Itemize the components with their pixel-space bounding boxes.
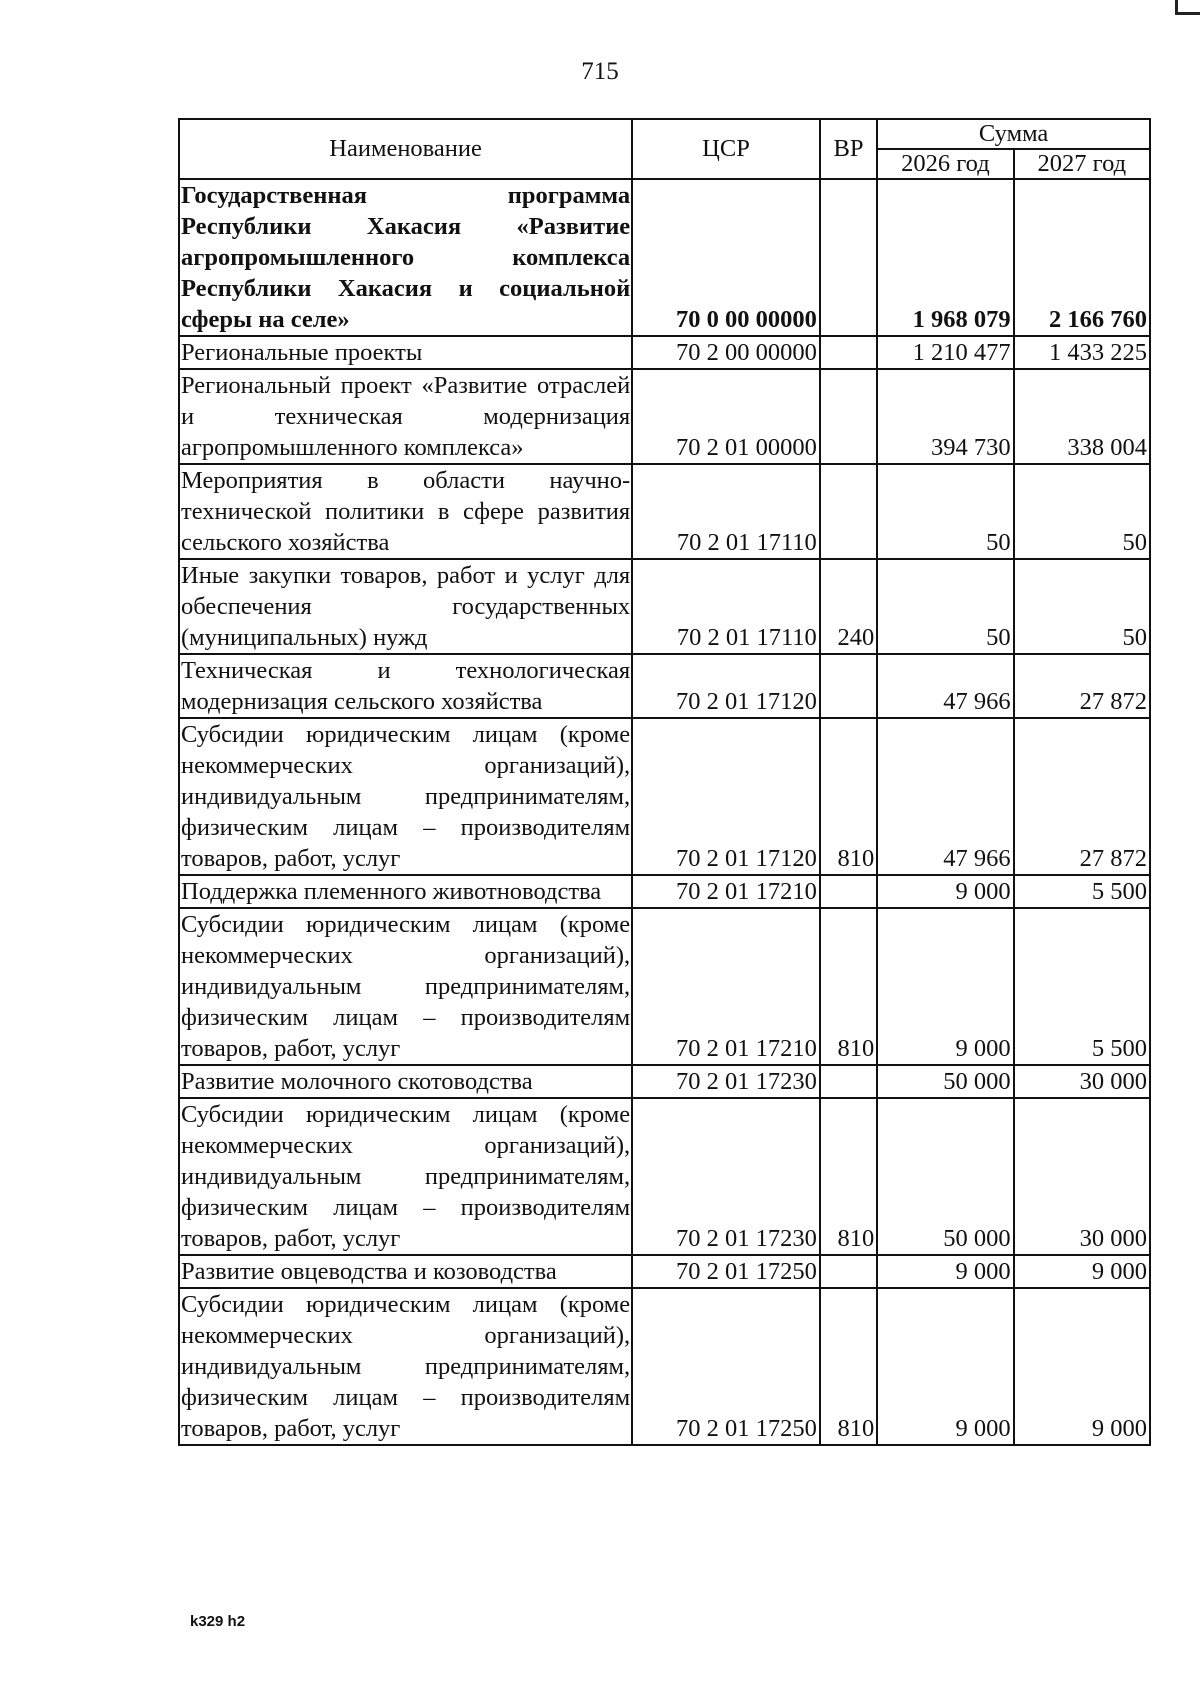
row-amount-2026: 50 [877,559,1013,654]
row-name: Мероприятия в области научно-технической политики в сфере развития сельского хозяйства [179,464,632,559]
header-year-2026: 2026 год [877,149,1013,179]
row-amount-2027: 9 000 [1014,1255,1150,1288]
table-row [179,559,1150,654]
page-number: 715 [581,58,619,85]
row-vr: 810 [820,718,877,875]
row-amount-2026: 50 [877,464,1013,559]
row-amount-2027: 50 [1014,559,1150,654]
row-name: Развитие овцеводства и козоводства [179,1255,632,1288]
row-amount-2026: 47 966 [877,718,1013,875]
row-csr: 70 2 01 17210 [632,908,820,1065]
row-vr [820,1255,877,1288]
row-vr: 240 [820,559,877,654]
row-csr: 70 2 01 17210 [632,875,820,908]
row-name: Субсидии юридическим лицам (кроме некоммерческих организаций), индивидуальным предпринимателям, физическим лицам – производителям товаров, работ, услуг [179,718,632,875]
row-amount-2027: 30 000 [1014,1065,1150,1098]
row-name: Поддержка племенного животноводства [179,875,632,908]
row-csr: 70 2 01 17250 [632,1288,820,1445]
row-vr [820,464,877,559]
row-amount-2026: 394 730 [877,369,1013,464]
table-body [179,179,1150,1445]
row-csr: 70 2 00 00000 [632,336,820,369]
row-amount-2027: 27 872 [1014,654,1150,718]
row-vr [820,179,877,336]
table-row [179,369,1150,464]
row-vr: 810 [820,1098,877,1255]
table-header [179,119,1150,179]
table-row [179,1098,1150,1255]
row-csr: 70 2 01 17110 [632,464,820,559]
row-amount-2026: 1 210 477 [877,336,1013,369]
row-csr: 70 2 01 00000 [632,369,820,464]
row-name: Субсидии юридическим лицам (кроме некоммерческих организаций), индивидуальным предпринимателям, физическим лицам – производителям товаров, работ, услуг [179,908,632,1065]
row-amount-2027: 1 433 225 [1014,336,1150,369]
row-amount-2026: 9 000 [877,908,1013,1065]
row-name: Техническая и технологическая модернизация сельского хозяйства [179,654,632,718]
table-row [179,1255,1150,1288]
row-name: Развитие молочного скотоводства [179,1065,632,1098]
row-amount-2027: 338 004 [1014,369,1150,464]
row-csr: 70 2 01 17250 [632,1255,820,1288]
table-row [179,1065,1150,1098]
row-name: Субсидии юридическим лицам (кроме некоммерческих организаций), индивидуальным предпринимателям, физическим лицам – производителям товаров, работ, услуг [179,1288,632,1445]
scan-edge-mark [1175,0,1200,15]
row-amount-2026: 9 000 [877,1288,1013,1445]
row-amount-2026: 50 000 [877,1098,1013,1255]
row-name: Иные закупки товаров, работ и услуг для обеспечения государственных (муниципальных) нужд [179,559,632,654]
row-name: Субсидии юридическим лицам (кроме некоммерческих организаций), индивидуальным предпринимателям, физическим лицам – производителям товаров, работ, услуг [179,1098,632,1255]
table-row [179,1288,1150,1445]
row-name: Государственная программа Республики Хакасия «Развитие агропромышленного комплекса Республики Хакасия и социальной сферы на селе» [179,179,632,336]
row-csr: 70 2 01 17110 [632,559,820,654]
header-vr: ВР [820,119,877,179]
row-amount-2027: 30 000 [1014,1098,1150,1255]
row-vr: 810 [820,1288,877,1445]
header-csr: ЦСР [632,119,820,179]
table-row [179,464,1150,559]
row-name: Региональные проекты [179,336,632,369]
row-amount-2027: 9 000 [1014,1288,1150,1445]
header-year-2027: 2027 год [1014,149,1150,179]
row-amount-2026: 9 000 [877,1255,1013,1288]
budget-table [178,118,1151,1446]
table-row [179,654,1150,718]
row-amount-2026: 47 966 [877,654,1013,718]
row-vr [820,875,877,908]
row-csr: 70 2 01 17120 [632,654,820,718]
row-vr: 810 [820,908,877,1065]
row-vr [820,336,877,369]
table-row [179,718,1150,875]
table-row [179,908,1150,1065]
row-amount-2027: 5 500 [1014,875,1150,908]
table-row [179,179,1150,336]
row-name: Региональный проект «Развитие отраслей и техническая модернизация агропромышленного комплекса» [179,369,632,464]
row-vr [820,369,877,464]
row-amount-2027: 5 500 [1014,908,1150,1065]
table-row [179,336,1150,369]
row-csr: 70 2 01 17120 [632,718,820,875]
row-amount-2027: 2 166 760 [1014,179,1150,336]
row-amount-2026: 9 000 [877,875,1013,908]
table-row [179,875,1150,908]
row-csr: 70 2 01 17230 [632,1065,820,1098]
row-csr: 70 0 00 00000 [632,179,820,336]
footer-code: k329 h2 [190,1613,246,1630]
header-sum: Сумма [877,119,1150,149]
row-vr [820,1065,877,1098]
row-amount-2026: 50 000 [877,1065,1013,1098]
row-amount-2027: 50 [1014,464,1150,559]
header-name: Наименование [179,119,632,179]
row-amount-2026: 1 968 079 [877,179,1013,336]
row-vr [820,654,877,718]
row-csr: 70 2 01 17230 [632,1098,820,1255]
row-amount-2027: 27 872 [1014,718,1150,875]
